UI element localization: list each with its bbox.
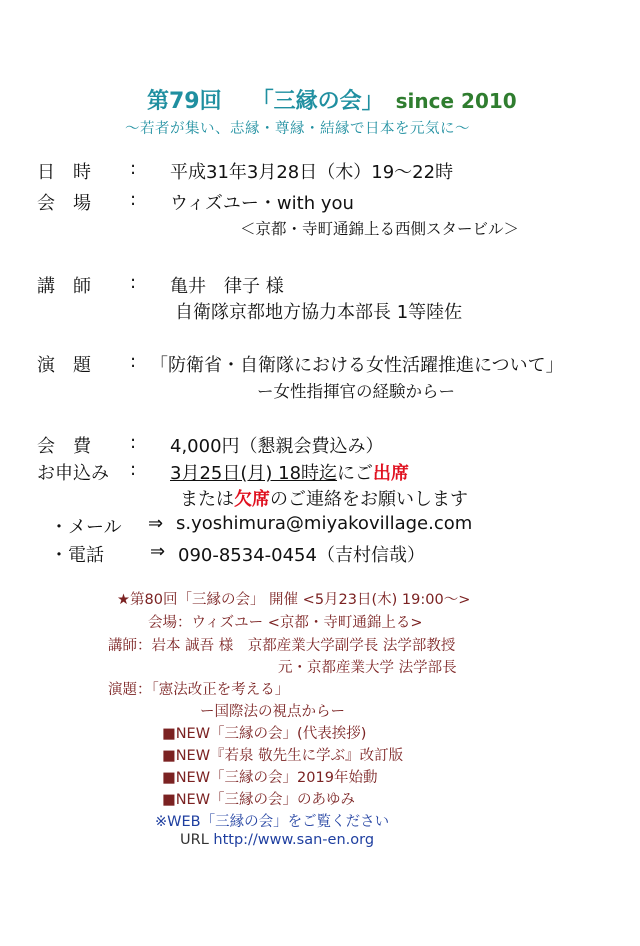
- title-name: 「三縁の会」: [251, 89, 384, 114]
- apply-label: お申込み: [37, 463, 109, 484]
- url-line: [180, 832, 374, 848]
- tel-label: ・電話: [50, 545, 104, 566]
- news-link-4[interactable]: ■NEW「三縁の会」のあゆみ: [162, 792, 356, 808]
- news-link-2[interactable]: ■NEW『若泉 敬先生に学ぶ』改訂版: [162, 748, 404, 764]
- next-meeting-speaker: 講師：岩本 誠吾 様 京都産業大学副学長 法学部教授: [108, 638, 456, 654]
- venue-value: ウィズユー・with you: [170, 193, 354, 214]
- date-label: 日 時: [37, 162, 91, 183]
- next-meeting-speaker-former: 元・京都産業大学 法学部長: [278, 660, 457, 676]
- apply-colon: :: [130, 459, 137, 480]
- next-meeting-venue: 会場：ウィズユー <京都・寺町通錦上る>: [148, 615, 423, 631]
- venue-label: 会 場: [37, 193, 91, 214]
- fee-value: 4,000円（懇親会費込み）: [170, 436, 384, 457]
- speaker-title: 自衛隊京都地方協力本部長 1等陸佐: [175, 302, 463, 323]
- apply-deadline: 3月25日(月) 18時迄: [170, 463, 338, 484]
- venue-note: ＜京都・寺町通錦上る西側スタービル＞: [240, 220, 520, 238]
- topic-colon: :: [130, 351, 137, 372]
- mail-address[interactable]: s.yoshimura@miyakovillage.com: [176, 513, 473, 534]
- web-notice: ※WEB「三縁の会」をご覧ください: [155, 814, 390, 830]
- fee-label: 会 費: [37, 436, 91, 457]
- topic-label: 演 題: [37, 355, 91, 376]
- speaker-name: 亀井 律子 様: [170, 276, 284, 297]
- apply-line2-post: のご連絡をお願いします: [270, 489, 468, 510]
- page-title: [147, 84, 517, 115]
- title-since: since 2010: [395, 89, 517, 113]
- mail-arrow-icon: ⇒: [148, 513, 164, 534]
- topic-sub: ー女性指揮官の経験からー: [257, 382, 455, 401]
- speaker-colon: :: [130, 272, 137, 293]
- date-value: 平成31年3月28日（木）19～22時: [170, 162, 454, 183]
- topic-value: 「防衛省・自衛隊における女性活躍推進について」: [150, 355, 564, 376]
- subtitle: ～若者が集い、志縁・尊縁・結縁で日本を元気に～: [125, 121, 470, 137]
- apply-ni: にご: [337, 463, 374, 484]
- tel-number: 090-8534-0454（吉村信哉）: [178, 545, 425, 566]
- venue-colon: :: [130, 189, 137, 210]
- next-meeting-topic: 演題：「憲法改正を考える」: [108, 682, 290, 698]
- fee-colon: :: [130, 432, 137, 453]
- apply-absent: 欠席: [234, 489, 270, 510]
- tel-arrow-icon: ⇒: [150, 541, 166, 562]
- next-meeting-line1: ★第80回「三縁の会」 開催 <5月23日(木) 19:00～>: [117, 592, 471, 608]
- apply-attend: 出席: [373, 463, 410, 484]
- mail-label: ・メール: [50, 517, 122, 538]
- apply-line2: [180, 485, 468, 511]
- apply-line2-pre: または: [180, 489, 234, 510]
- next-meeting-topic-sub: ー国際法の視点からー: [200, 704, 345, 720]
- apply-line1: [170, 459, 409, 485]
- title-number: 第79回: [147, 89, 222, 114]
- speaker-label: 講 師: [37, 276, 91, 297]
- news-link-1[interactable]: ■NEW「三縁の会」(代表挨拶): [162, 726, 367, 742]
- url-label: URL: [180, 832, 214, 848]
- news-link-3[interactable]: ■NEW「三縁の会」2019年始動: [162, 770, 378, 786]
- date-colon: :: [130, 158, 137, 179]
- url-link[interactable]: http://www.san-en.org: [213, 832, 375, 848]
